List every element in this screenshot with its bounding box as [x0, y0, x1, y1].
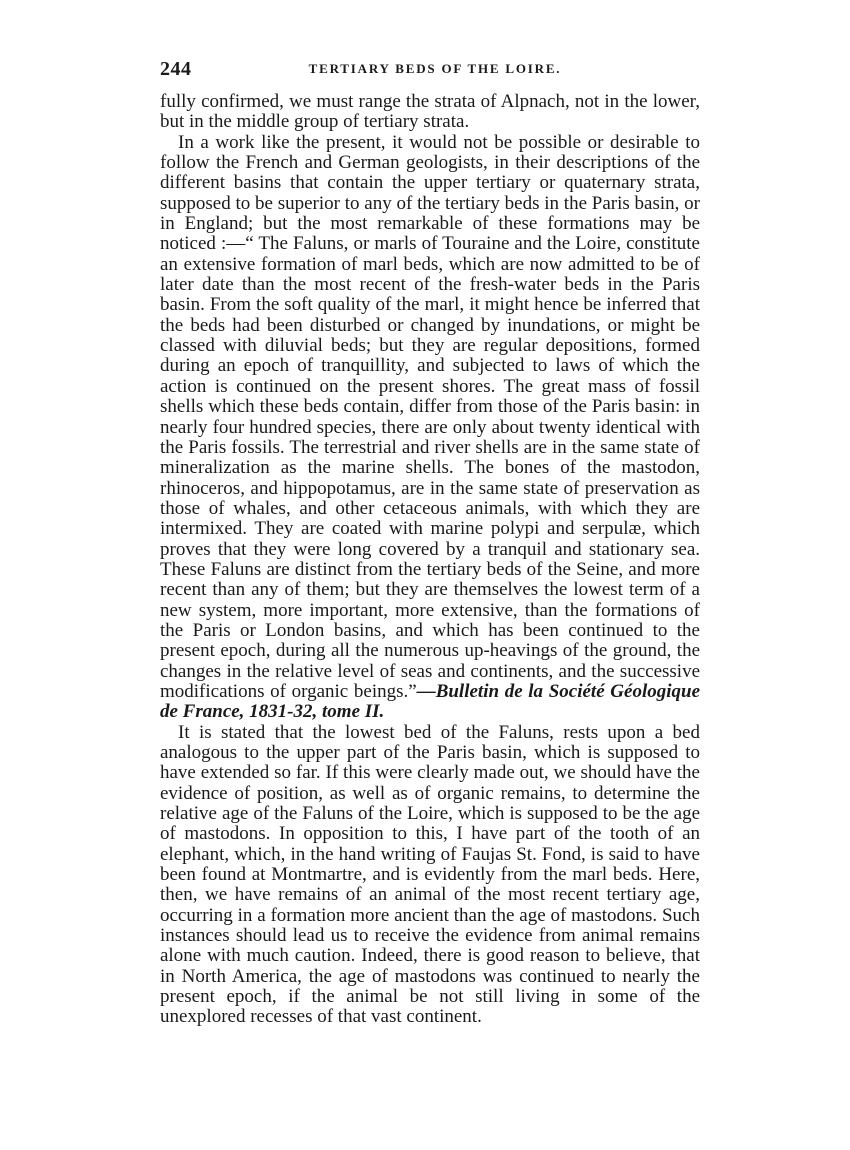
book-page	[160, 58, 700, 1028]
paragraph-text: It is stated that the lowest bed of the Faluns, rests upon a bed analogous to the upper part of the Paris basin, which is supposed to have extended so far. If this were clearly made out, we should have the evidence of position, as well as of organic remains, to determine the relative age of the Faluns of the Loire, which is supposed to be the age of mastodons. In opposition to this, I have part of the tooth of an elephant, which, in the hand writing of Faujas St. Fond, is said to have been found at Montmartre, and is evidently from the marl beds. Here, then, we have remains of an animal of the most recent tertiary age, occurring in a formation more ancient than the age of mastodons. Such instances should lead us to receive the evidence from animal remains alone with much caution. Indeed, there is good reason to believe, that in North America, the age of mastodons was continued to nearly the present epoch, if the animal be not still living in some of the unexplored recesses of that vast continent.	[160, 721, 700, 1028]
paragraph-text: In a work like the present, it would not be possible or desirable to follow the French and German geologists, in their descriptions of the different basins that contain the upper tertiary or quaternary strata, supposed to be superior to any of the tertiary beds in the Paris basin, or in England; but the most remarkable of these formations may be noticed :—“ The Faluns, or marls of Touraine and the Loire, constitute an extensive formation of marl beds, which are now admitted to be of later date than the most recent of the fresh-water beds in the Paris basin. From the soft quality of the marl, it might hence be inferred that the beds had been disturbed or changed by inundations, or might be classed with diluvial beds; but they are regular depositions, formed during an epoch of tranquillity, and subjected to laws of which the action is continued on the present shores. The great mass of fossil shells which these beds contain, differ from those of the Paris basin: in nearly four hundred species, there are only about twenty identical with the Paris fossils. The terrestrial and river shells are in the same state of mineralization as the marine shells. The bones of the mastodon, rhinoceros, and hippopotamus, are in the same state of preservation as those of whales, and other cetaceous animals, with which they are intermixed. They are coated with marine polypi and serpulæ, which proves that they were long covered by a tranquil and stationary sea. These Faluns are distinct from the tertiary beds of the Seine, and more recent than any of them; but they are themselves the lowest term of a new system, more important, more extensive, than the formations of the Paris or London basins, and which has been continued to the present epoch, during all the numerous up-heavings of the ground, the changes in the relative level of seas and continents, and the successive modifications of organic beings.”	[160, 131, 700, 702]
paragraph-lowest-bed	[160, 723, 700, 1028]
citation: —Bulletin de la Société Géologique de France, 1831-32, tome II.	[160, 680, 700, 723]
running-title: TERTIARY BEDS OF THE LOIRE.	[308, 61, 562, 76]
body-text	[160, 92, 700, 1028]
paragraph-text: fully confirmed, we must range the strata of Alpnach, not in the lower, but in the middle group of tertiary strata.	[160, 91, 700, 133]
running-head	[160, 58, 700, 84]
paragraph-faluns-quote	[160, 133, 700, 723]
page-number: 244	[160, 58, 192, 80]
paragraph-continued	[160, 92, 700, 133]
